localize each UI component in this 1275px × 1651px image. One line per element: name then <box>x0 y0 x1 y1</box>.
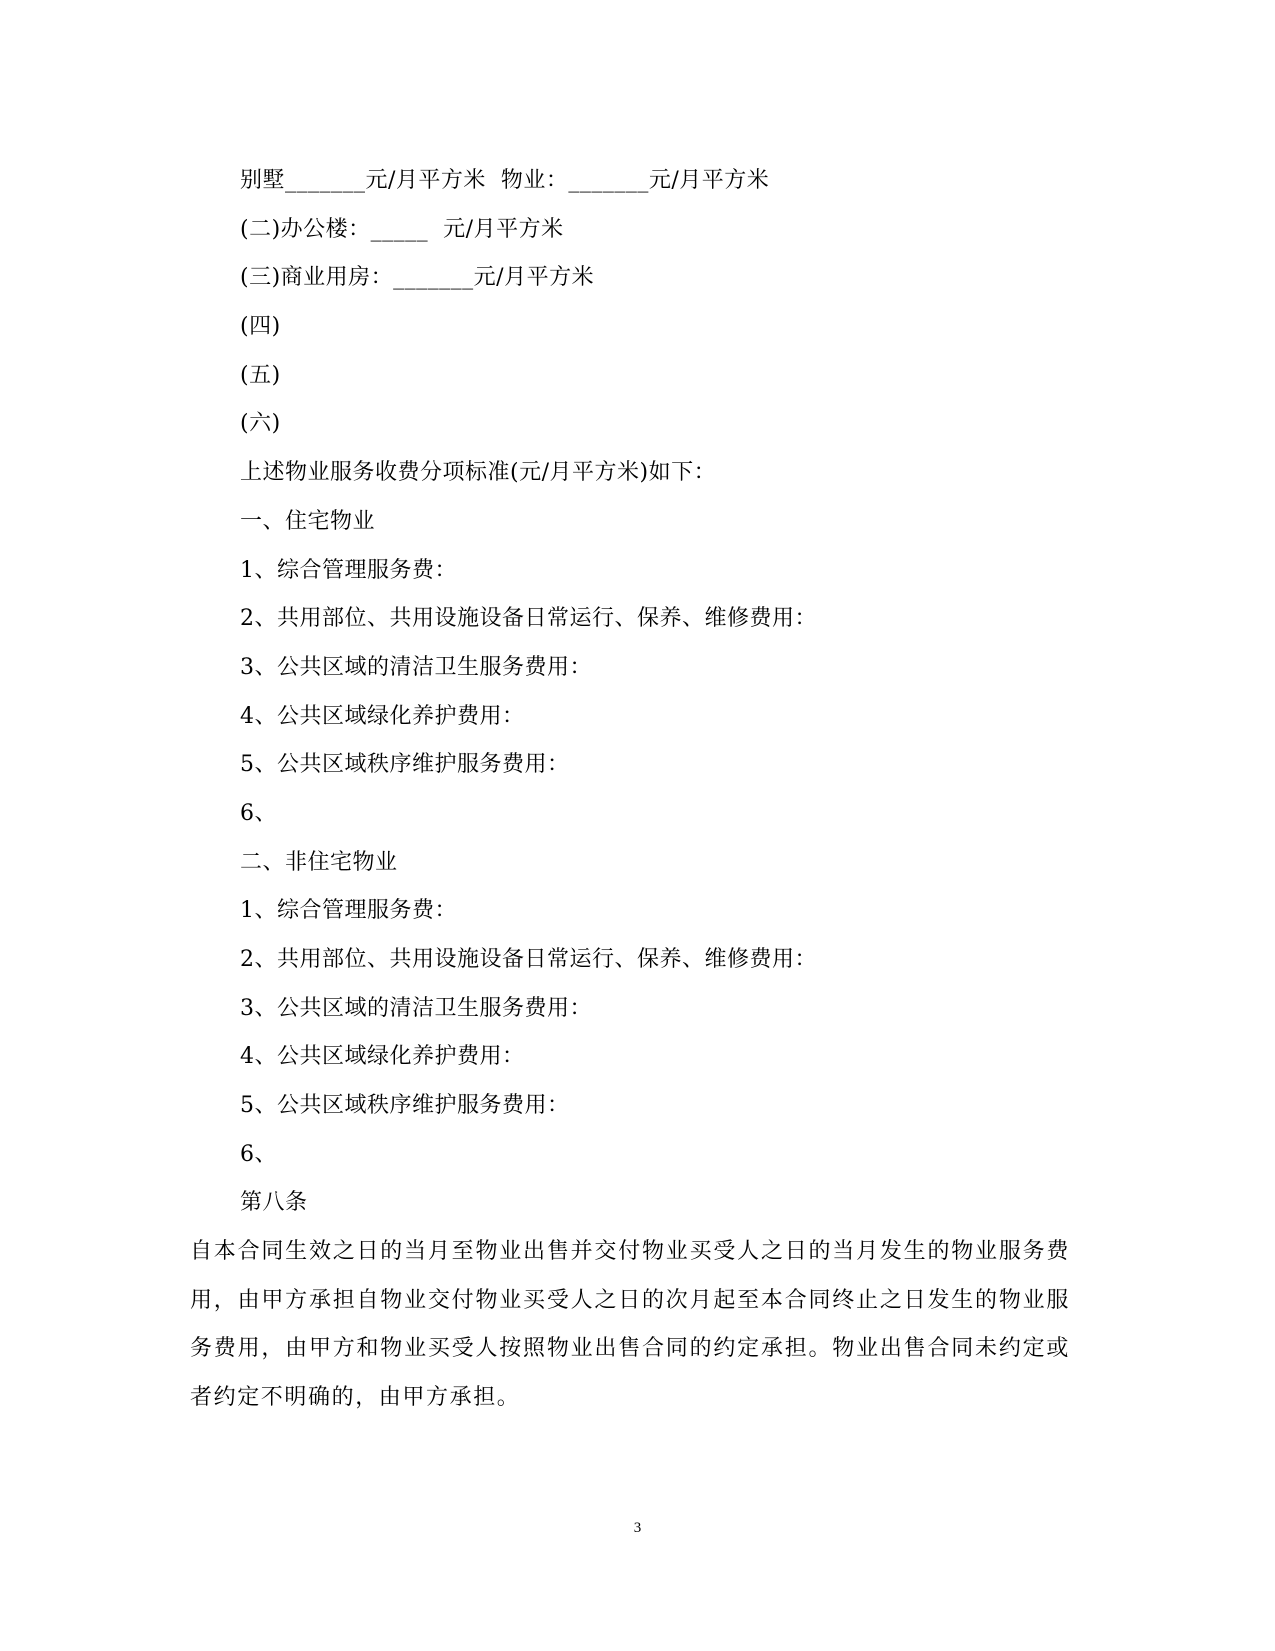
section-heading-non-residential: 二、非住宅物业 <box>240 849 398 875</box>
non-residential-item-1: 1、综合管理服务费： <box>240 898 457 924</box>
fee-breakdown-intro: 上述物业服务收费分项标准(元/月平方米)如下： <box>240 460 717 486</box>
residential-item-3: 3、公共区域的清洁卫生服务费用： <box>240 654 592 680</box>
non-residential-item-2: 2、共用部位、共用设施设备日常运行、保养、维修费用： <box>240 947 817 972</box>
residential-item-4: 4、公共区域绿化养护费用： <box>240 703 525 729</box>
residential-item-2: 2、共用部位、共用设施设备日常运行、保养、维修费用： <box>240 606 817 632</box>
residential-item-5: 5、公共区域秩序维护服务费用： <box>240 752 570 778</box>
non-residential-item-3: 3、公共区域的清洁卫生服务费用： <box>240 995 592 1021</box>
contract-clause-list <box>240 157 1060 1228</box>
non-residential-item-5: 5、公共区域秩序维护服务费用： <box>240 1093 570 1119</box>
section-heading-residential: 一、住宅物业 <box>240 508 376 534</box>
fee-line-item-5: (五) <box>240 362 281 388</box>
non-residential-item-6: 6、 <box>240 1141 277 1167</box>
fee-line-item-6: (六) <box>240 411 281 437</box>
article-body-paragraph: 自本合同生效之日的当月至物业出售并交付物业买受人之日的当月发生的物业服务费用，由甲方承担自物业交付物业买受人之日的次月起至本合同终止之日发生的物业服务费用，由甲方和物业买受人按照物业出售合同的约定承担。物业出售合同未约定或者约定不明确的，由甲方承担。 <box>190 1239 1070 1410</box>
non-residential-item-4: 4、公共区域绿化养护费用： <box>240 1044 525 1070</box>
residential-item-6: 6、 <box>240 800 277 826</box>
fee-line-office: (二)办公楼：_____ 元/月平方米 <box>240 216 564 242</box>
fee-line-commercial: (三)商业用房：_______元/月平方米 <box>240 265 595 291</box>
fee-line-villa: 别墅_______元/月平方米 物业：_______元/月平方米 <box>240 168 770 193</box>
article-heading: 第八条 <box>240 1190 308 1216</box>
residential-item-1: 1、综合管理服务费： <box>240 557 457 583</box>
page-number: 3 <box>633 1520 642 1536</box>
fee-line-item-4: (四) <box>240 314 281 340</box>
